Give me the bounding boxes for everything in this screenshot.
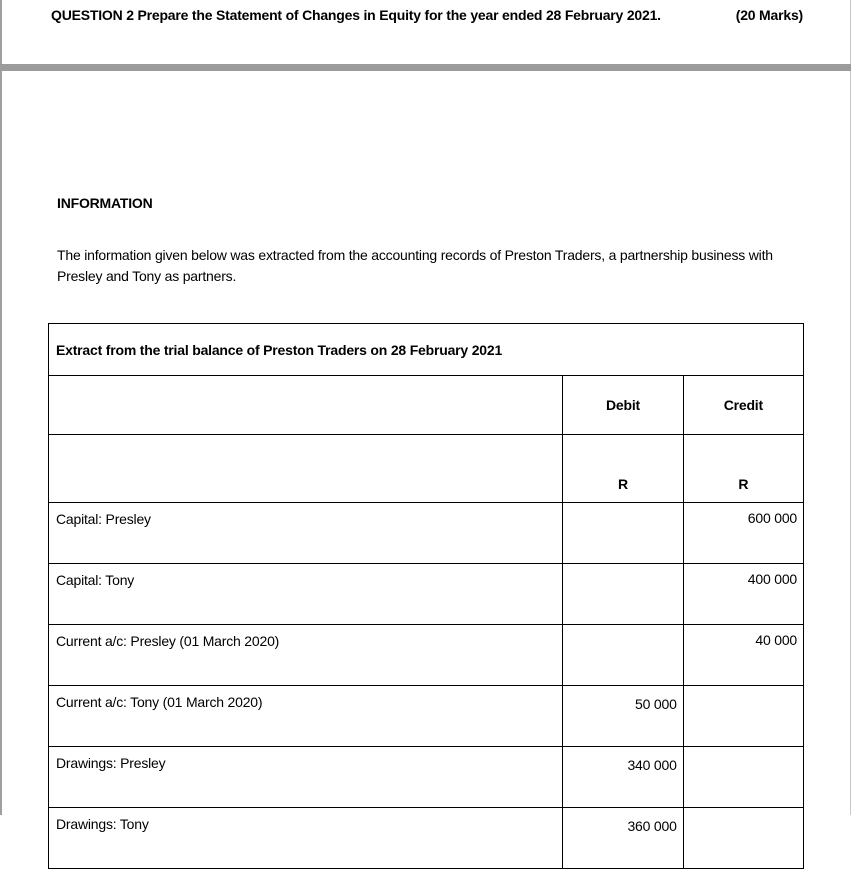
row-credit: 400 000 (683, 564, 803, 625)
information-heading: INFORMATION (57, 195, 153, 211)
header-empty-cell (49, 376, 563, 435)
row-debit: 360 000 (563, 808, 683, 869)
table-row (49, 503, 804, 564)
credit-unit: R (683, 435, 803, 503)
trial-balance-table (48, 323, 804, 869)
row-description: Drawings: Tony (49, 808, 563, 869)
table-row (49, 564, 804, 625)
debit-header: Debit (563, 376, 683, 435)
row-credit (683, 808, 803, 869)
credit-header: Credit (683, 376, 803, 435)
row-debit: 50 000 (563, 686, 683, 747)
row-description: Drawings: Presley (49, 747, 563, 808)
table-row (49, 747, 804, 808)
table-caption: Extract from the trial balance of Preston Traders on 28 February 2021 (49, 324, 804, 376)
page-edge (0, 0, 2, 815)
table-row (49, 625, 804, 686)
row-credit (683, 747, 803, 808)
row-credit: 40 000 (683, 625, 803, 686)
row-credit (683, 686, 803, 747)
row-debit: 340 000 (563, 747, 683, 808)
header-empty-cell (49, 435, 563, 503)
row-description: Current a/c: Tony (01 March 2020) (49, 686, 563, 747)
information-text: The information given below was extracted from the accounting records of Preston Traders, a partnership business with Presley and Tony as partners. (57, 247, 773, 284)
row-debit (563, 503, 683, 564)
row-credit: 600 000 (683, 503, 803, 564)
row-debit (563, 564, 683, 625)
question-marks: (20 Marks) (735, 7, 803, 23)
row-description: Current a/c: Presley (01 March 2020) (49, 625, 563, 686)
row-debit (563, 625, 683, 686)
debit-unit: R (563, 435, 683, 503)
row-description: Capital: Presley (49, 503, 563, 564)
table-row (49, 686, 804, 747)
table-row (49, 808, 804, 869)
row-description: Capital: Tony (49, 564, 563, 625)
question-header (51, 7, 811, 23)
question-text: QUESTION 2 Prepare the Statement of Changes in Equity for the year ended 28 February 2021. (51, 7, 661, 23)
page-break (0, 64, 851, 71)
